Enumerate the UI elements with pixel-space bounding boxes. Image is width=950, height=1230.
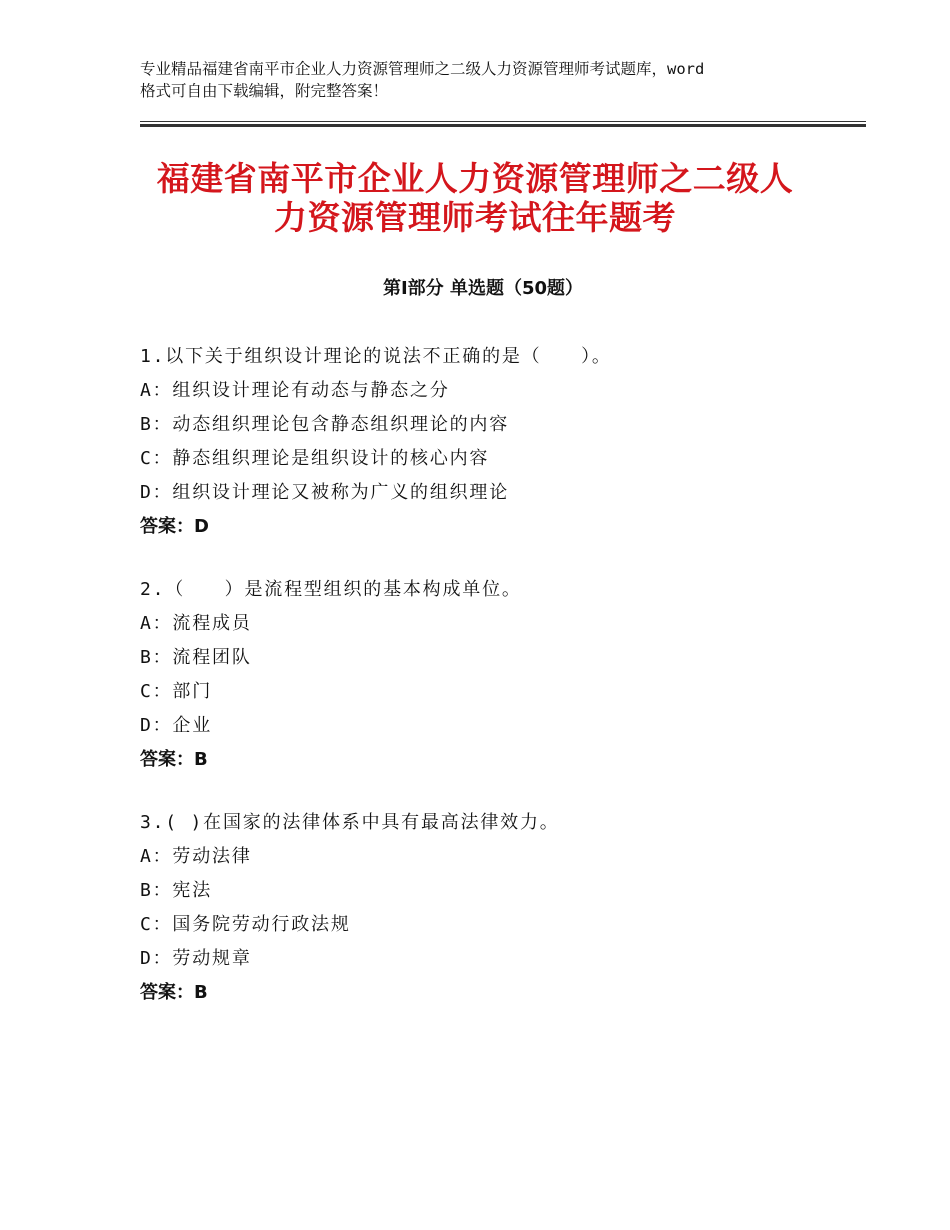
header-divider-bottom — [140, 124, 866, 127]
question-1-option-c: C：静态组织理论是组织设计的核心内容 — [140, 448, 490, 469]
header-note-line-1: 专业精品福建省南平市企业人力资源管理师之二级人力资源管理师考试题库，word — [140, 60, 705, 78]
question-2-answer: 答案：B — [140, 749, 208, 770]
question-2-option-b: B：流程团队 — [140, 647, 252, 668]
question-3-stem: 3.( )在国家的法律体系中具有最高法律效力。 — [140, 812, 560, 833]
question-3-option-c: C：国务院劳动行政法规 — [140, 914, 351, 935]
document-title-line-1: 福建省南平市企业人力资源管理师之二级人 — [156, 159, 794, 198]
section-heading: 第Ⅰ部分 单选题（50题） — [382, 278, 583, 299]
header-note — [140, 58, 840, 102]
question-1-option-b: B：动态组织理论包含静态组织理论的内容 — [140, 414, 510, 435]
document-title — [100, 159, 850, 237]
question-3-option-d: D：劳动规章 — [140, 948, 252, 969]
question-1-option-a: A：组织设计理论有动态与静态之分 — [140, 380, 450, 401]
question-1-option-d: D：组织设计理论又被称为广义的组织理论 — [140, 482, 510, 503]
question-3-answer: 答案：B — [140, 982, 208, 1003]
question-2-option-a: A：流程成员 — [140, 613, 252, 634]
document-title-line-2: 力资源管理师考试往年题考 — [274, 198, 676, 237]
question-2-option-d: D：企业 — [140, 715, 213, 736]
question-1 — [140, 340, 840, 544]
question-list — [140, 340, 840, 1039]
header-note-line-2: 格式可自由下载编辑，附完整答案！ — [140, 82, 389, 100]
question-3-option-b: B：宪法 — [140, 880, 213, 901]
question-3-option-a: A：劳动法律 — [140, 846, 252, 867]
question-1-answer: 答案：D — [140, 516, 209, 537]
question-2-option-c: C：部门 — [140, 681, 213, 702]
question-3 — [140, 806, 840, 1010]
question-2 — [140, 573, 840, 777]
question-2-stem: 2.（ ）是流程型组织的基本构成单位。 — [140, 579, 522, 600]
question-1-stem: 1.以下关于组织设计理论的说法不正确的是（ ）。 — [140, 346, 612, 367]
header-divider-top — [140, 121, 866, 122]
